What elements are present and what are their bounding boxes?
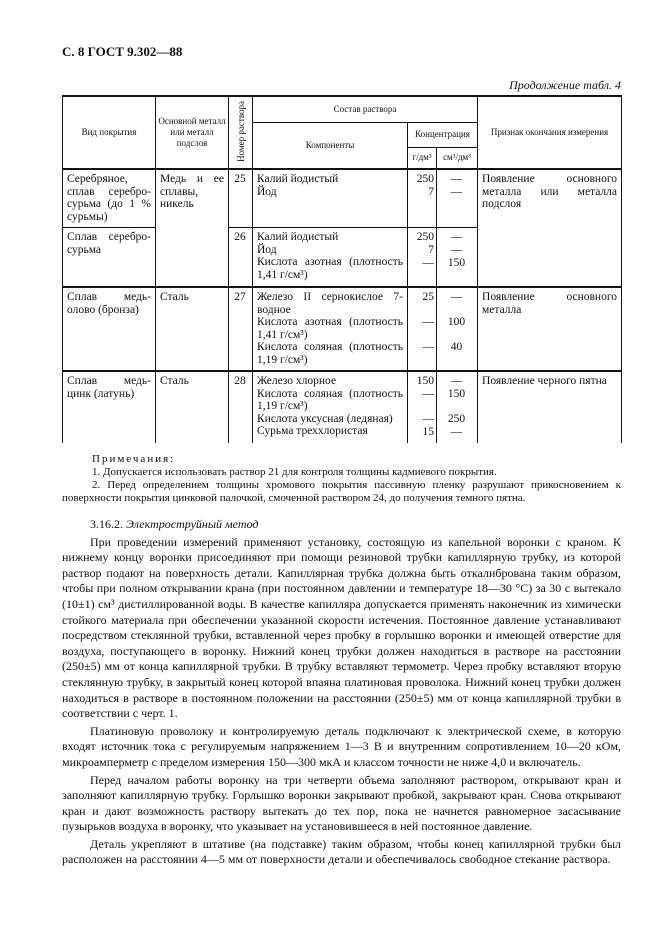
cell-solution-number: 25 [229,169,253,228]
component-line: — [450,291,463,303]
table-continuation-label: Продолжение табл. 4 [509,78,621,92]
cell-base-metal: Сталь [156,371,229,443]
cell-conc-cm [437,371,478,443]
header-cm3-dm3: см³/дм³ [437,147,478,169]
component-line: 100 [447,316,466,328]
component-line: 250 [447,413,466,425]
header-base-metal: Основной металл или металл подслоя [156,96,229,169]
table-row [63,228,622,288]
notes-title: Примечания: [92,453,176,465]
header-g-dm3: г/дм³ [408,147,437,169]
component-line: 250 [416,231,434,243]
cell-coating-type: Сплав медь-цинк (латунь) [63,371,156,443]
cell-base-metal: Медь и ее сплавы, никель [156,169,229,228]
component-line: 150 [447,388,466,400]
section-title: Электроструйный метод [126,517,259,531]
cell-coating-type: Сплав медь-олово (бронза) [63,287,156,371]
cell-components [253,169,408,228]
cell-conc-cm [437,169,478,228]
component-line: — [422,413,434,425]
cell-solution-number: 28 [229,371,253,443]
header-concentration: Концентрация [408,122,478,147]
cell-conc-cm [437,287,478,371]
header-components: Компоненты [253,122,408,169]
paragraph: Деталь укрепляют в штативе (на подставке) таким образом, чтобы конец капиллярной трубки был расположен на расстоянии 4—5 мм от поверхности детали и обеспечивалось свободное стекание раствора. [62,836,621,867]
component-line: Кислота соляная (плотность 1,19 г/см³) [257,341,403,366]
component-line: — [450,244,463,256]
component-line: Железо хлорное [257,375,337,387]
cell-end-sign: Появление основного металла [478,287,622,371]
cell-solution-number: 27 [229,287,253,371]
component-line: — [422,316,434,328]
solutions-table [62,95,622,443]
notes [62,453,621,505]
component-line: Сурьма треххлористая [257,425,368,437]
component-line: — [450,375,463,387]
component-line: Кислота уксусная (ледяная) [257,412,393,425]
component-line: 250 [416,173,434,185]
component-line: 150 [416,375,434,387]
table-row [63,371,622,443]
component-line: — [422,341,434,353]
cell-end-sign: Появление черного пятна [478,371,622,443]
component-line: — [450,231,463,243]
component-line: Железо II сернокислое 7-водное [257,291,403,316]
component-line: — [450,173,463,185]
component-line: — [450,426,463,438]
cell-conc-g [408,169,437,228]
component-line: 25 [422,291,434,303]
section-heading [62,517,621,533]
component-line: 40 [450,341,463,353]
component-line: 15 [422,426,434,438]
component-line: Калий йодистый [257,231,339,243]
header-coating-type: Вид покрытия [63,96,156,169]
component-line: Йод [257,185,277,198]
note-item: 1. Допускается использовать раствор 21 для контроля толщины кадмиевого покрытия. [92,466,497,478]
cell-base-metal: Сталь [156,287,229,371]
cell-base-metal [156,228,229,288]
cell-components [253,371,408,443]
cell-components [253,228,408,288]
paragraph: При проведении измерений применяют установку, состоящую из капельной воронки с краном. К нижнему концу воронки присоединяют при помощи резиновой трубки капиллярную трубку, из которой раствор подают на поверхность детали. Капиллярная трубка должна быть откалибрована таким образом, чтобы при полном открывании крана (при постоянном давлении и температуре 18—30 °С) за 30 с вытекало (10±1) см³ дистиллированной воды. В качестве капилляра допускается применять наконечник из химически стойкого материала при обеспечении указанной скорости истечения. Постоянное давление устанавливают посредством стеклянной трубки, вставленной через пробку в горлышко воронки и имеющей отверстие для воздуха, поступающего в воронку. Нижний конец трубки должен находиться в растворе на расстоянии (250±5) мм от конца капиллярной трубки. В трубку вставляют термометр. Через пробку вставляют вторую стеклянную трубку, в закрытый конец которой впаяна платиновая проволока. Нижний конец трубки должен находиться в растворе в постоянном положении на расстоянии (250±5) мм от конца капиллярной трубки в соответствии с черт. 1. [62,534,621,721]
cell-conc-g [408,287,437,371]
note-item: 2. Перед определением толщины хромового покрытия пассивную пленку разрушают прикосновением к поверхности покрытия цинковой палочкой, смоченной раствором 24, до получения темного пятна. [62,479,621,504]
component-line: — [422,388,434,400]
component-line: Йод [257,243,277,256]
header-solution-number: Номер раствора [229,96,253,169]
cell-conc-g [408,371,437,443]
header-composition: Состав раствора [253,96,478,122]
component-line: — [450,186,463,198]
cell-coating-type: Серебряное, сплав серебро-сурьма (до 1 % сурьмы) [63,169,156,228]
component-line: 150 [447,257,466,269]
component-line: Калий йодистый [257,173,339,185]
component-line: — [422,257,434,269]
paragraph: Перед началом работы воронку на три четверти объема заполняют раствором, открывают кран и заполняют капиллярную трубку. Горлышко воронки закрывают пробкой, закрывают кран. Снова открывают кран и дают возможность раствору вытекать до тех пор, пока не начнется равномерное засасывание пузырьков воздуха в воронку, что указывает на установившееся в ней постоянное давление. [62,772,621,834]
body-text [62,517,621,868]
page-header: С. 8 ГОСТ 9.302—88 [62,44,183,59]
component-line: Кислота азотная (плотность 1,41 г/см³) [257,256,403,281]
paragraph: Платиновую проволоку и контролируемую деталь подключают к электрической схеме, в которую входят источник тока с регулируемым напряжением 1—3 В и внутренним сопротивлением 10—20 кОм, микроамперметр с пределом измерения 150—300 мкА и классом точности не ниже 4,0 и включатель. [62,723,621,769]
component-line: 7 [428,186,434,198]
cell-conc-cm [437,228,478,288]
cell-end-sign [478,228,622,288]
section-number: 3.16.2. [90,517,123,531]
table-row [63,287,622,371]
component-line: 7 [428,244,434,256]
cell-solution-number: 26 [229,228,253,288]
cell-components [253,287,408,371]
cell-conc-g [408,228,437,288]
table-row [63,169,622,228]
component-line: Кислота азотная (плотность 1,41 г/см³) [257,316,403,341]
component-line: Кислота соляная (плотность 1,19 г/см³) [257,387,403,412]
header-end-sign: Признак окончания измерения [478,96,622,169]
cell-coating-type: Сплав серебро-сурьма [63,228,156,288]
cell-end-sign: Появление основного металла или металла подслоя [478,169,622,228]
